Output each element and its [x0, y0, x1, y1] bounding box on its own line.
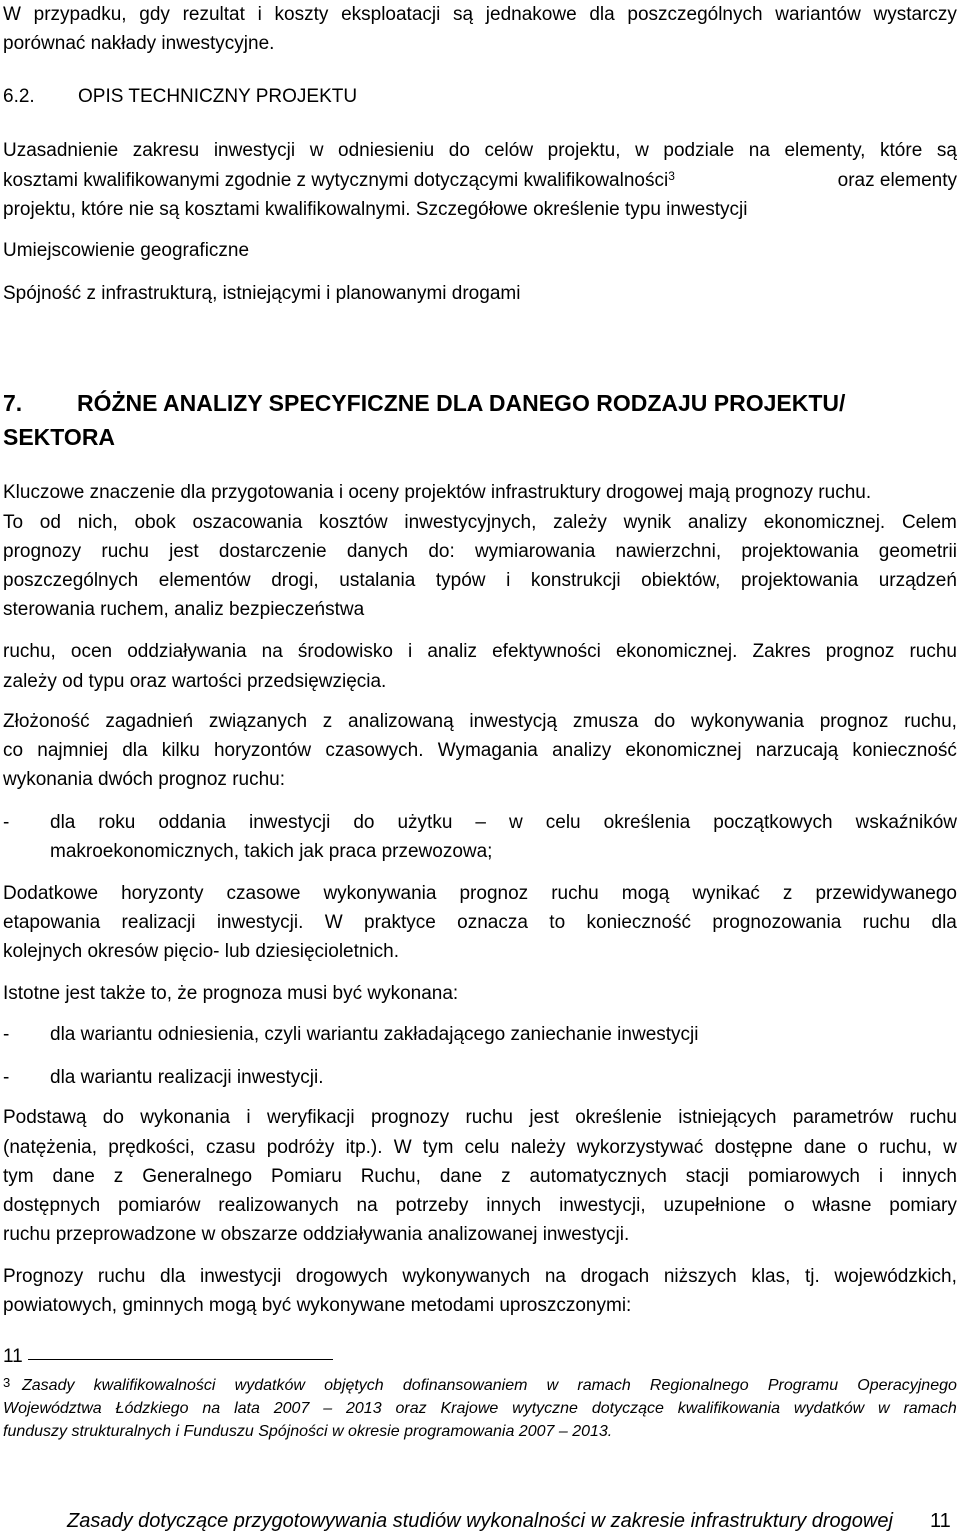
- paragraph-line: porównać nakłady inwestycyjne.: [3, 33, 275, 54]
- paragraph-line: [3, 912, 957, 934]
- footnote-separator: [28, 1359, 333, 1360]
- text-line: Podstawą do wykonania i weryfikacji prognozy ruchu jest określenie istniejących parametrów ruchu: [3, 1107, 957, 1128]
- paragraph-line: [3, 512, 957, 534]
- text-line: kosztami kwalifikowanymi zgodnie z wytycznymi dotyczącymi kwalifikowalności$^3$: [3, 169, 675, 191]
- paragraph-line: [3, 1166, 957, 1188]
- paragraph-line: [3, 4, 957, 26]
- list-item-line: dla wariantu realizacji inwestycji.: [50, 1067, 324, 1088]
- page-footer-title: Zasady dotyczące przygotowywania studiów wykonalności w zakresie infrastruktury drogowej: [67, 1510, 893, 1532]
- list-bullet: -: [3, 812, 10, 833]
- page-marker: 11: [3, 1346, 23, 1367]
- list-item-line: dla wariantu odniesienia, czyli wariantu zakładającego zaniechanie inwestycji: [50, 1024, 699, 1045]
- paragraph-line: kolejnych okresów pięcio- lub dziesięcioletnich.: [3, 941, 400, 962]
- list-bullet: -: [3, 1024, 10, 1045]
- footnote-number: 3: [3, 1375, 11, 1390]
- paragraph-line: [3, 1137, 957, 1159]
- paragraph-line: Kluczowe znaczenie dla przygotowania i oceny projektów infrastruktury drogowej mają prognozy ruchu.: [3, 482, 872, 503]
- paragraph-line: [3, 883, 957, 905]
- paragraph-line: Istotne jest także to, że prognoza musi być wykonana:: [3, 983, 459, 1004]
- section-title-cont: SEKTORA: [3, 424, 116, 450]
- paragraph-line: [3, 541, 957, 563]
- footnote-line: funduszy strukturalnych i Funduszu Spójności w okresie programowania 2007 – 2013.: [3, 1423, 613, 1440]
- section-title: RÓŻNE ANALIZY SPECYFICZNE DLA DANEGO RODZAJU PROJEKTU/: [77, 390, 846, 416]
- paragraph-line: [3, 711, 957, 733]
- paragraph-line: [3, 740, 957, 762]
- text-line: Prognozy ruchu dla inwestycji drogowych wykonywanych na drogach niższych klas, tj. wojewódzkich,: [3, 1266, 957, 1287]
- paragraph-line: sterowania ruchem, analiz bezpieczeństwa: [3, 599, 365, 620]
- text-line: Złożoność zagadnień związanych z analizowaną inwestycją zmusza do wykonywania prognoz ruchu,: [3, 711, 957, 732]
- paragraph-line: [3, 170, 957, 192]
- paragraph-line: Umiejscowienie geograficzne: [3, 240, 250, 261]
- page-number: 11: [930, 1510, 951, 1532]
- text-line: ruchu, ocen oddziaływania na środowisko i analiz efektywności ekonomicznej. Zakres prognoz ruchu: [3, 641, 957, 662]
- text-line: dla roku oddania inwestycji do użytku – w celu określenia początkowych wskaźników: [50, 812, 957, 833]
- section-number: 7.: [3, 390, 23, 416]
- paragraph-line: [3, 1107, 957, 1129]
- paragraph-line: [3, 1266, 957, 1288]
- text-line: oraz elementy: [837, 170, 957, 191]
- paragraph-line: Spójność z infrastrukturą, istniejącymi i planowanymi drogami: [3, 283, 521, 304]
- paragraph-line: [3, 641, 957, 663]
- paragraph-line: [3, 140, 957, 162]
- footnote-line: [3, 1400, 957, 1418]
- footnote-line: [22, 1377, 957, 1395]
- paragraph-line: wykonania dwóch prognoz ruchu:: [3, 769, 286, 790]
- paragraph-line: [3, 570, 957, 592]
- paragraph-line: ruchu przeprowadzone w obszarze oddziaływania analizowanej inwestycji.: [3, 1224, 630, 1245]
- text-line: Uzasadnienie zakresu inwestycji w odniesieniu do celów projektu, w podziale na elementy, które są: [3, 140, 957, 161]
- text-line: tym dane z Generalnego Pomiaru Ruchu, dane z automatycznych stacji pomiarowych i innych: [3, 1166, 957, 1187]
- text-line: (natężenia, prędkości, czasu podróży itp.). W tym celu należy wykorzystywać dostępne dane o ruchu, w: [3, 1137, 957, 1158]
- text-line: prognozy ruchu jest dostarczenie danych do: wymiarowania nawierzchni, projektowania geometrii: [3, 541, 957, 562]
- text-line: etapowania realizacji inwestycji. W praktyce oznacza to konieczność prognozowania ruchu dla: [3, 912, 957, 933]
- section-title: OPIS TECHNICZNY PROJEKTU: [78, 86, 358, 107]
- paragraph-line: projektu, które nie są kosztami kwalifikowalnymi. Szczegółowe określenie typu inwestycji: [3, 199, 748, 220]
- paragraph-line: zależy od typu oraz wartości przedsięwzięcia.: [3, 671, 387, 692]
- text-line: dostępnych pomiarów realizowanych na potrzeby innych inwestycji, uzupełnione o własne pomiary: [3, 1195, 957, 1216]
- text-line: To od nich, obok oszacowania kosztów inwestycyjnych, zależy wynik analizy ekonomicznej. Celem: [3, 512, 957, 533]
- list-bullet: -: [3, 1067, 10, 1088]
- paragraph-line: [3, 1195, 957, 1217]
- paragraph-line: powiatowych, gminnych mogą być wykonywane metodami uproszczonymi:: [3, 1295, 632, 1316]
- text-line: W przypadku, gdy rezultat i koszty eksploatacji są jednakowe dla poszczególnych wariantów wystarczy: [3, 4, 957, 25]
- list-item-line: [50, 812, 957, 834]
- list-item-line: makroekonomicznych, takich jak praca przewozowa;: [50, 841, 493, 862]
- text-line: Województwa Łódzkiego na lata 2007 – 2013 oraz Krajowe wytyczne dotyczące kwalifikowania wydatków w ramach: [3, 1400, 957, 1417]
- text-line: co najmniej dla kilku horyzontów czasowych. Wymagania analizy ekonomicznej narzucają konieczność: [3, 740, 957, 761]
- footnote-ref: 3: [668, 169, 675, 183]
- text-line: Dodatkowe horyzonty czasowe wykonywania prognoz ruchu mogą wynikać z przewidywanego: [3, 883, 957, 904]
- text-line: poszczególnych elementów drogi, ustalania typów i konstrukcji obiektów, projektowania urządzeń: [3, 570, 957, 591]
- section-number: 6.2.: [3, 86, 35, 107]
- text-line: Zasady kwalifikowalności wydatków objętych dofinansowaniem w ramach Regionalnego Programu Operacyjnego: [22, 1377, 957, 1394]
